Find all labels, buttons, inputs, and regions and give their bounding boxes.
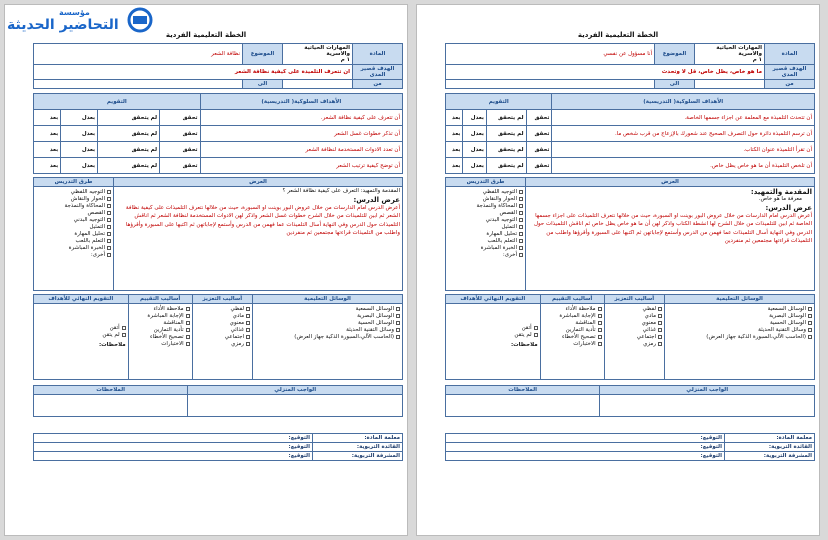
subject-value: المهارات الحياتية والاسرية ١ م [695, 44, 765, 65]
notes-value[interactable] [446, 395, 600, 417]
method-item[interactable]: المحاكاة والنمذجة [448, 203, 523, 209]
presentation-body [114, 187, 403, 291]
method-item[interactable]: أخرى: [448, 252, 523, 258]
presentation-table [445, 177, 815, 291]
method-item[interactable]: الخبرة المباشرة [448, 245, 523, 251]
from-value [695, 80, 765, 89]
reinforce-list: لفظي مادي معنوي غذائي اجتماعي رمزي [192, 304, 252, 380]
page-title: الخطة التعليمية الفردية [165, 31, 247, 39]
method-item[interactable]: القصص [36, 210, 111, 216]
intro-sub: معرفة ما هو خاص. [758, 196, 802, 202]
reinforce-header: أساليب التعزيز [604, 295, 664, 304]
objective-row: أن توضح كيفية ترتيب الشعر [200, 158, 402, 174]
eval-header: أساليب التقييم [128, 295, 192, 304]
teaching-methods [34, 187, 114, 291]
assessment-header: التقويم [34, 94, 201, 110]
right-page [416, 4, 820, 536]
method-item[interactable]: التوجيه اللفظي [448, 189, 523, 195]
homework-value[interactable] [188, 395, 403, 417]
method-item[interactable]: التعلم باللعب [448, 238, 523, 244]
left-page [4, 4, 408, 536]
method-item[interactable]: المحاكاة والنمذجة [36, 203, 111, 209]
method-item[interactable]: التوجيه اللفظي [36, 189, 111, 195]
notes-value[interactable] [34, 395, 188, 417]
present-body: أعرض الدرس امام الدارسات من خلال عروض البور بوينت او السبورة، حيث من خلالها نتعرف التلميذات على اجزاء جسمها الخاصة ثم ابين للتلميذات من خلال الشرح لها انشطة الكتاب واذكر لهن أن ما هو خاص يظل خاص ثم اناقش التلميذات حول الدرس وفي النهاية أسال التلميذات عما فهمن من الدرس وأستمع لإجاباتهن ثم اكتبها على السبورة وأقرؤها واطلب من التلميذات قراءتها مجتمعين ثم منفردين [533, 213, 812, 244]
teaching-methods [446, 187, 526, 291]
info-table [445, 43, 815, 89]
notes-header: الملاحظات [446, 386, 600, 395]
reinforce-list: لفظي مادي معنوي غذائي اجتماعي رمزي [604, 304, 664, 380]
short-goal-label: الهدف قصير المدى [765, 65, 815, 80]
method-item[interactable]: التعلم باللعب [36, 238, 111, 244]
means-header: الوسائل التعليمية [665, 295, 815, 304]
homework-value[interactable] [600, 395, 815, 417]
teaching-methods-header: طرق التدريس [34, 178, 114, 187]
signature-table: معلمة المادة: التوقيع: القائدة التربوية: التوقيع: المشرفة التربوية: التوقيع: [33, 433, 403, 461]
signature-table: معلمة المادة: التوقيع: القائدة التربوية: التوقيع: المشرفة التربوية: التوقيع: [445, 433, 815, 461]
eval-header: أساليب التقييم [540, 295, 604, 304]
method-item[interactable]: التمثيل [36, 224, 111, 230]
method-item[interactable]: القصص [448, 210, 523, 216]
objective-row: أن تلخص التلميذة أن ما هو خاص يظل خاص. [552, 158, 815, 174]
method-item[interactable]: تحليل المهارة [36, 231, 111, 237]
topic-value: نظافة الشعر [34, 44, 243, 65]
presentation-header: العرض [526, 178, 815, 187]
from-label: من [353, 80, 403, 89]
to-value [34, 80, 243, 89]
page-title: الخطة التعليمية الفردية [577, 31, 659, 39]
objectives-table: الأهداف السلوكية( التدريسية) التقويم أن تتعرف على كيفية نظافة الشعر. تحقق لم يتحقق بعدل بعد أن تذكر خطوات غسل الشعر تحقق لم يتحقق بعدل بعد أن تعدد الادوات المستخدمة لنظافة الشعر تحقق لم يتحقق بعدل بعد أن توضح كيفية ترتيب الشعر تحقق لم يتحقق بعدل بعد [33, 93, 403, 174]
present-body: أعرض الدرس امام الدارسات من خلال عروض البور بوينت او السبورة، حيث من خلالها نتعرف التلميذات على كيفية نظافة الشعر ثم ابين للتلميذات من خلال الشرح خطوات غسل الشعر واذكر لهن الادوات المستخدمة لنظافة الشعر ثم اناقش التلميذات حول الدرس وفي النهاية أسال التلميذات عما فهمن من الدرس وأستمع لإجاباتهن ثم اكتبها على السبورة وأقرؤها واطلب من التلميذات قراءتها مجتمعين ثم منفردين [125, 205, 400, 236]
short-goal-value: ان تتعرف التلميذة على كيفية نظافة الشعر [34, 65, 353, 80]
homework-header: الواجب المنزلي [188, 386, 403, 395]
objectives-header: الأهداف السلوكية( التدريسية) [200, 94, 402, 110]
intro-text: المقدمة والتمهيد: التعرف على كيفية نظافة الشعر ؟ [282, 188, 400, 194]
logo-caption: مؤسسة [59, 8, 90, 17]
methods-table [33, 294, 403, 380]
notes-header: الملاحظات [34, 386, 188, 395]
means-header: الوسائل التعليمية [253, 295, 403, 304]
method-item[interactable]: التوجيه البدني [448, 217, 523, 223]
method-item[interactable]: تحليل المهارة [448, 231, 523, 237]
subject-label: المادة [353, 44, 403, 65]
intro-text: المقدمة والتمهيد: [750, 188, 812, 196]
objectives-table: الأهداف السلوكية( التدريسية) التقويم أن تتحدث التلميذة مع المعلمة عن اجزاء جسمها الخاصة. تحقق لم يتحقق بعدل بعد أن ترسم التلميذة دائرة حول التصرف الصحيح عند شعورك بالإزعاج من قرب شخص ما. تحقق لم يتحقق بعدل بعد أن تقرأ التلميذة عنوان الكتاب. تحقق لم يتحقق بعدل بعد أن تلخص التلميذة أن ما هو خاص يظل خاص. تحقق لم يتحقق بعدل بعد [445, 93, 815, 174]
method-item[interactable]: الحوار والنقاش [36, 196, 111, 202]
objective-row: أن تعدد الادوات المستخدمة لنظافة الشعر [200, 142, 402, 158]
method-item[interactable]: التمثيل [448, 224, 523, 230]
from-value [283, 80, 353, 89]
subject-value: المهارات الحياتية والاسرية ١ م [283, 44, 353, 65]
final-header: التقويم النهائي للأهداف [446, 295, 541, 304]
final-list: أتقن لم يتقن ملاحظات: [446, 304, 541, 380]
present-title: عرض الدرس: [765, 204, 812, 212]
presentation-header: العرض [114, 178, 403, 187]
homework-table [33, 385, 403, 417]
means-list: الوسائل السمعية الوسائل البصرية الوسائل الحسية وسائل التقنية الحديثة (الحاسب الآلي،السبورة الذكية جهاز العرض) [253, 304, 403, 380]
eval-list: ملاحظة الأداء الإجابة المباشرة المناقشة تأدية التمارين تصحيح الأخطاء الاختبارات [540, 304, 604, 380]
to-label: الى [243, 80, 283, 89]
from-label: من [765, 80, 815, 89]
objective-row: أن ترسم التلميذة دائرة حول التصرف الصحيح عند شعورك بالإزعاج من قرب شخص ما. [552, 126, 815, 142]
assessment-header: التقويم [446, 94, 552, 110]
subject-label: المادة [765, 44, 815, 65]
objective-row: أن تذكر خطوات غسل الشعر [200, 126, 402, 142]
objectives-header: الأهداف السلوكية( التدريسية) [552, 94, 815, 110]
short-goal-label: الهدف قصير المدى [353, 65, 403, 80]
present-title: عرض الدرس: [353, 196, 400, 204]
reinforce-header: أساليب التعزيز [192, 295, 252, 304]
presentation-table [33, 177, 403, 291]
methods-table [445, 294, 815, 380]
homework-table [445, 385, 815, 417]
logo-name: التحاضير الحديثة [7, 17, 119, 33]
means-list: الوسائل السمعية الوسائل البصرية الوسائل الحسية وسائل التقنية الحديثة (الحاسب الآلي،السبورة الذكية جهاز العرض) [665, 304, 815, 380]
logo [7, 5, 157, 45]
presentation-body [526, 187, 815, 291]
method-item[interactable]: الحوار والنقاش [448, 196, 523, 202]
topic-label: الموضوع [655, 44, 695, 65]
method-item[interactable]: أخرى: [36, 252, 111, 258]
final-header: التقويم النهائي للأهداف [34, 295, 129, 304]
method-item[interactable]: التوجيه البدني [36, 217, 111, 223]
homework-header: الواجب المنزلي [600, 386, 815, 395]
objective-row: أن تقرأ التلميذة عنوان الكتاب. [552, 142, 815, 158]
short-goal-value: ما هو خاص، يظل خاص، قل لا وتحدث [446, 65, 765, 80]
teaching-methods-header: طرق التدريس [446, 178, 526, 187]
to-label: الى [655, 80, 695, 89]
objective-row: أن تتعرف على كيفية نظافة الشعر. [200, 110, 402, 126]
topic-label: الموضوع [243, 44, 283, 65]
method-item[interactable]: الخبرة المباشرة [36, 245, 111, 251]
info-table [33, 43, 403, 89]
topic-value: أنا مسؤول عن نفسي [446, 44, 655, 65]
eval-list: ملاحظة الأداء الإجابة المباشرة المناقشة تأدية التمارين تصحيح الأخطاء الاختبارات [128, 304, 192, 380]
to-value [446, 80, 655, 89]
objective-row: أن تتحدث التلميذة مع المعلمة عن اجزاء جسمها الخاصة. [552, 110, 815, 126]
final-list: أتقن لم يتقن ملاحظات: [34, 304, 129, 380]
